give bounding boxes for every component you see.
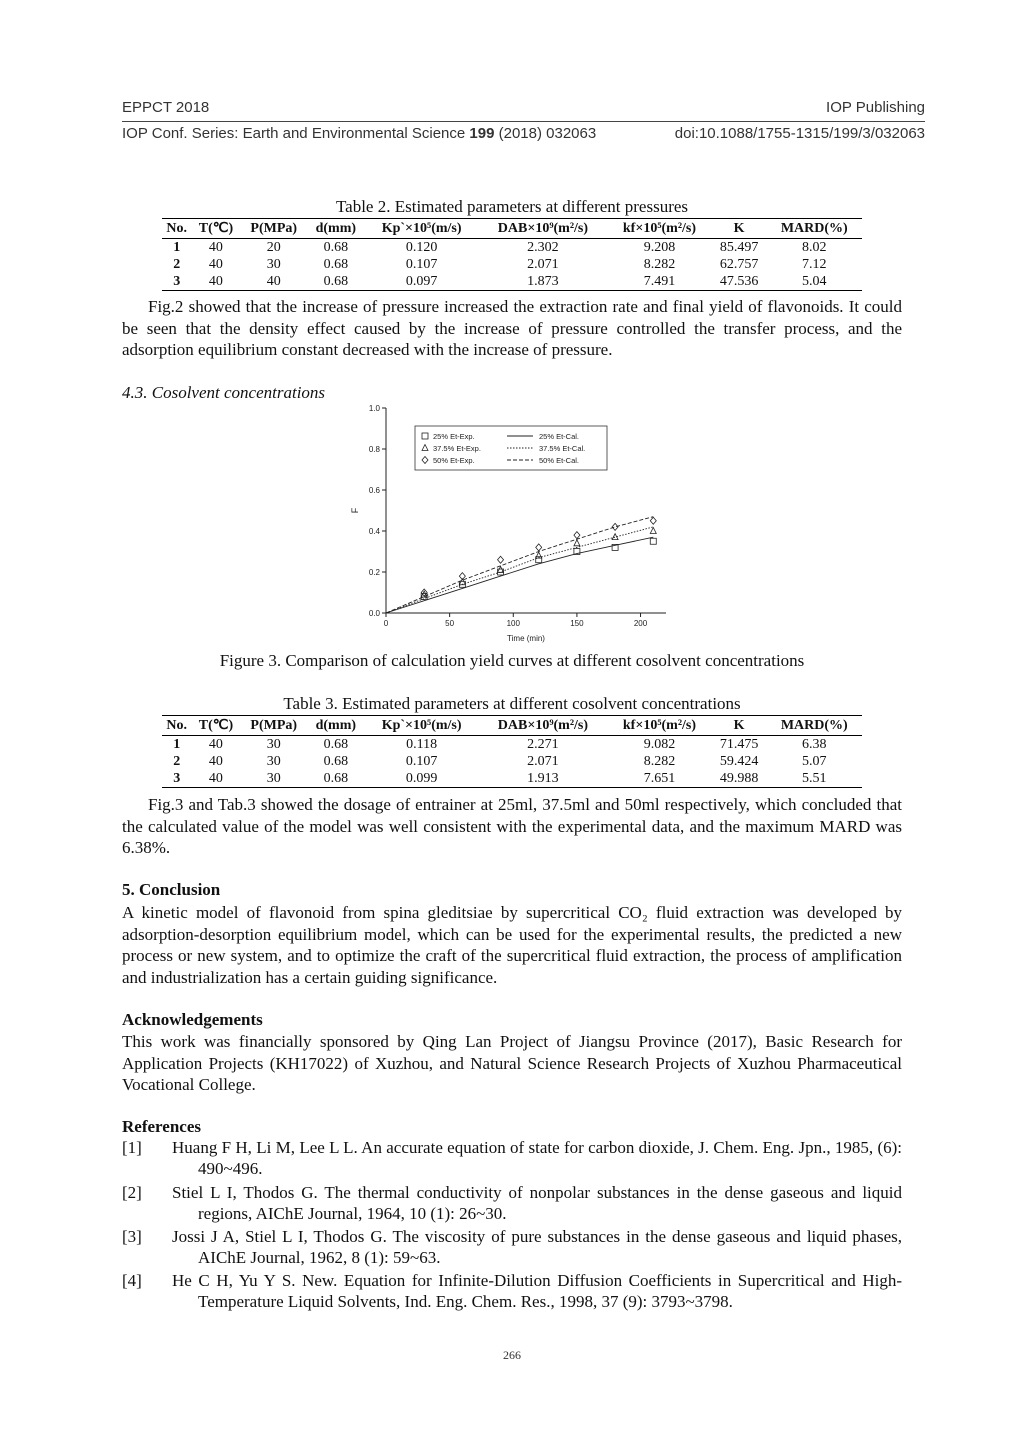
table3-col-header: P(MPa) <box>240 716 307 736</box>
table3-col-header: d(mm) <box>307 716 365 736</box>
table2-body <box>162 239 862 291</box>
table2-cell: 1 <box>173 240 181 255</box>
table3-cell: 7.651 <box>607 770 711 788</box>
x-tick-label: 50 <box>445 619 455 628</box>
figure3-chart <box>340 400 680 650</box>
table3-col-header: K <box>712 716 767 736</box>
table3-cell: 30 <box>240 770 307 788</box>
table3-cell: 2.271 <box>527 737 559 752</box>
table3-cell: 0.68 <box>323 737 349 752</box>
table2-cell: 85.497 <box>719 240 759 255</box>
table3-row <box>162 736 862 754</box>
table2-row <box>162 273 862 291</box>
reference-3: [3] Jossi J A, Stiel L I, Thodos G. The viscosity of pure substances in the dense gaseous and liquid phases, AIChE Journal, 1962, 8 (1): 59~63. <box>122 1227 902 1267</box>
table2-cell: 5.04 <box>767 273 862 291</box>
table2-caption: Table 2. Estimated parameters at different pressures <box>335 197 689 216</box>
table3-caption: Table 3. Estimated parameters at different cosolvent concentrations <box>283 694 741 713</box>
table2-row <box>162 239 862 257</box>
table2-cell: 30 <box>266 257 281 272</box>
table3-cell: 3 <box>162 770 191 788</box>
table3-cell: 40 <box>208 737 223 752</box>
table2 <box>162 218 862 291</box>
table2-cell: 40 <box>208 240 223 255</box>
table2-col-header: No. <box>162 219 191 239</box>
table2-cell: 47.536 <box>712 273 767 291</box>
table2-cell: 8.282 <box>643 257 676 272</box>
table3-col-header: kf×10⁵(m²/s) <box>607 716 711 736</box>
table2-col-header: DAB×10⁹(m²/s) <box>479 219 608 239</box>
table3-cell: 49.988 <box>712 770 767 788</box>
table3-cell: 6.38 <box>802 737 827 752</box>
data-point <box>650 538 656 544</box>
table3-cell: 30 <box>266 737 281 752</box>
page-number: 266 <box>503 1348 521 1362</box>
table2-cell: 0.097 <box>365 273 479 291</box>
data-point <box>574 532 580 539</box>
y-tick-label: 0.6 <box>368 486 380 495</box>
x-tick-label: 100 <box>506 619 520 628</box>
table3-col-header: No. <box>162 716 191 736</box>
table2-cell: 8.02 <box>802 240 827 255</box>
table2-cell: 0.107 <box>405 257 438 272</box>
table2-cell: 2 <box>173 257 181 272</box>
y-tick-label: 0.2 <box>368 568 380 577</box>
table2-cell: 2.302 <box>527 240 559 255</box>
table2-cell: 0.68 <box>323 240 349 255</box>
table2-col-header: Kp`×10⁵(m/s) <box>365 219 479 239</box>
y-tick-label: 0.0 <box>368 609 380 618</box>
table2-header-row <box>162 219 862 239</box>
y-tick-label: 0.8 <box>368 445 380 454</box>
table2-col-header: K <box>712 219 767 239</box>
table2-row <box>162 256 862 273</box>
legend-label: 37.5% Et-Exp. <box>433 444 481 453</box>
table3-cell: 2.071 <box>527 754 559 769</box>
table2-cell: 62.757 <box>719 257 759 272</box>
table3-cell: 71.475 <box>719 737 759 752</box>
table2-col-header: d(mm) <box>307 219 365 239</box>
conference-name: EPPCT 2018 <box>122 99 210 116</box>
table3-col-header: MARD(%) <box>767 716 862 736</box>
table2-col-header: P(MPa) <box>240 219 307 239</box>
table3-cell: 59.424 <box>719 754 759 769</box>
table3-col-header: Kp`×10⁵(m/s) <box>365 716 479 736</box>
table3-cell: 8.282 <box>643 754 676 769</box>
legend-label: 50% Et-Exp. <box>433 456 475 465</box>
data-point <box>612 523 618 530</box>
table3-body <box>162 736 862 788</box>
acknowledgements-heading: Acknowledgements <box>122 1010 263 1029</box>
table2-cell: 0.68 <box>323 257 349 272</box>
acknowledgements-text: This work was financially sponsored by Qing Lan Project of Jiangsu Province (2017), Basic Research for Application Projects (KH17022) of Xuzhou, and Natural Science Research Projects of Xuzhou Pharmaceutical Vocational College. <box>122 1032 902 1094</box>
y-tick-label: 1.0 <box>368 404 380 413</box>
legend-label: 25% Et-Cal. <box>539 432 580 441</box>
table2-cell: 40 <box>240 273 307 291</box>
table3-header-row <box>162 716 862 736</box>
x-tick-label: 0 <box>383 619 389 628</box>
citation-line <box>122 125 925 145</box>
series-info: IOP Conf. Series: Earth and Environmental Science 199 (2018) 032063 <box>122 125 597 142</box>
table3-row <box>162 770 862 788</box>
section-4-3-heading: 4.3. Cosolvent concentrations <box>122 383 326 402</box>
table2-cell: 3 <box>162 273 191 291</box>
legend-label: 25% Et-Exp. <box>433 432 475 441</box>
table3-cell: 1.913 <box>479 770 608 788</box>
publisher-name: IOP Publishing <box>826 99 925 116</box>
table2-col-header: T(℃) <box>191 219 240 239</box>
table2-cell: 7.12 <box>802 257 827 272</box>
data-point <box>574 540 580 546</box>
table2-cell: 40 <box>191 273 240 291</box>
table2-col-header: kf×10⁵(m²/s) <box>607 219 711 239</box>
y-tick-label: 0.4 <box>368 527 380 536</box>
volume-number: 199 <box>469 125 495 142</box>
x-tick-label: 150 <box>570 619 584 628</box>
y-axis-label: F <box>350 507 360 514</box>
table2-cell: 9.208 <box>643 240 676 255</box>
table3-cell: 0.107 <box>405 754 438 769</box>
table3-col-header: T(℃) <box>191 716 240 736</box>
paragraph-cosolvent: Fig.3 and Tab.3 showed the dosage of entrainer at 25ml, 37.5ml and 50ml respectively, which concluded that the calculated value of the model was well consistent with the experimental data, and the maximum MARD was 6.38%. <box>122 795 902 857</box>
table2-cell: 1.873 <box>479 273 608 291</box>
table3-cell: 5.51 <box>767 770 862 788</box>
references-heading: References <box>122 1117 201 1136</box>
table3-cell: 1 <box>173 737 181 752</box>
x-axis-label: Time (min) <box>507 634 545 643</box>
data-point <box>650 528 656 534</box>
x-tick-label: 200 <box>633 619 648 628</box>
conclusion-text: A kinetic model of flavonoid from spina gleditsiae by supercritical CO₂ fluid extraction was developed by adsorption-desorption equilibrium model, which can be used for the experimental results, the predicted a new process or new system, and to optimize the craft of the supercritical fluid extraction, the process of amplification and industrialization has a certain guiding significance. <box>122 903 902 987</box>
table3-cell: 0.68 <box>307 770 365 788</box>
header-rule <box>122 121 925 122</box>
table3 <box>162 715 862 788</box>
data-point <box>650 517 656 524</box>
series-line <box>386 537 653 613</box>
table3-cell: 40 <box>191 770 240 788</box>
table2-cell: 0.68 <box>307 273 365 291</box>
table2-cell: 7.491 <box>607 273 711 291</box>
table3-cell: 30 <box>266 754 281 769</box>
conclusion-heading: 5. Conclusion <box>122 880 221 899</box>
legend-label: 37.5% Et-Cal. <box>539 444 586 453</box>
table2-col-header: MARD(%) <box>767 219 862 239</box>
table2-cell: 0.120 <box>405 240 438 255</box>
reference-1: [1] Huang F H, Li M, Lee L L. An accurate equation of state for carbon dioxide, J. Chem. Eng. Jpn., 1985, (6): 490~496. <box>122 1138 902 1178</box>
doi-link[interactable]: doi:10.1088/1755-1315/199/3/032063 <box>674 125 925 142</box>
table3-cell: 5.07 <box>802 754 827 769</box>
table3-cell: 0.099 <box>365 770 479 788</box>
table3-cell: 0.118 <box>406 737 438 752</box>
paragraph-pressure: Fig.2 showed that the increase of pressure increased the extraction rate and final yield of flavonoids. It could be seen that the density effect caused by the increase of pressure controlled the transfer process, and the adsorption equilibrium constant decreased with the increase of pressure. <box>122 297 902 359</box>
table3-row <box>162 753 862 770</box>
data-point <box>498 556 504 563</box>
legend-label: 50% Et-Cal. <box>539 456 580 465</box>
table3-cell: 0.68 <box>323 754 349 769</box>
table3-cell: 40 <box>208 754 223 769</box>
reference-2: [2] Stiel L I, Thodos G. The thermal conductivity of nonpolar substances in the dense gaseous and liquid regions, AIChE Journal, 1964, 10 (1): 26~30. <box>122 1183 902 1223</box>
data-point <box>536 544 542 551</box>
table2-cell: 40 <box>208 257 223 272</box>
figure3-caption: Figure 3. Comparison of calculation yield curves at different cosolvent concentrations <box>219 651 805 670</box>
running-header <box>122 99 925 119</box>
table3-cell: 2 <box>173 754 181 769</box>
table2-cell: 2.071 <box>527 257 559 272</box>
table2-cell: 20 <box>266 240 281 255</box>
reference-4: [4] He C H, Yu Y S. New. Equation for Infinite-Dilution Diffusion Coefficients in Supercritical and High-Temperature Liquid Solvents, Ind. Eng. Chem. Res., 1998, 37 (9): 3793~3798. <box>122 1271 902 1311</box>
table3-col-header: DAB×10⁹(m²/s) <box>479 716 608 736</box>
table3-cell: 9.082 <box>643 737 676 752</box>
